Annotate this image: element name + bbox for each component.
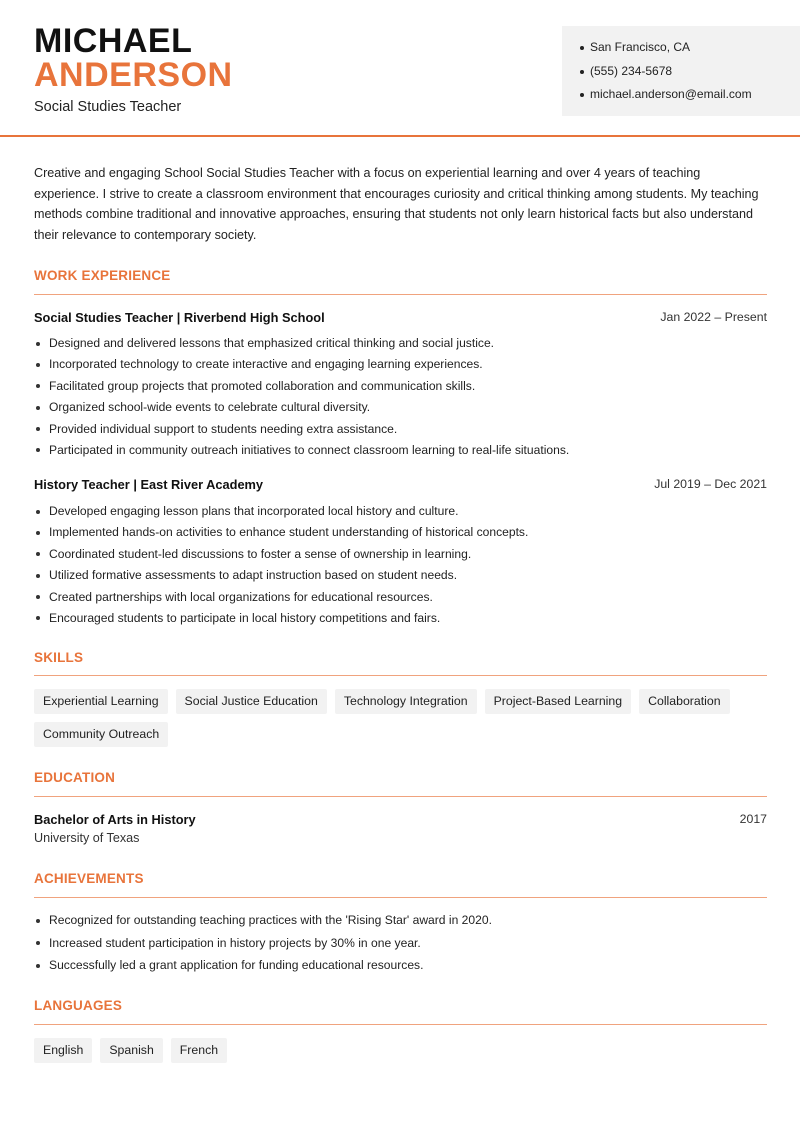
phone-text: (555) 234-5678 — [590, 63, 673, 78]
list-item: Participated in community outreach initiatives to connect classroom learning to real-life situations. — [34, 442, 767, 463]
section-title-achievements: ACHIEVEMENTS — [34, 871, 144, 886]
job-header — [34, 477, 767, 492]
list-item: Successfully led a grant application for funding educational resources. — [34, 957, 767, 980]
list-item: Developed engaging lesson plans that incorporated local history and culture. — [34, 503, 767, 524]
skills-list — [34, 689, 774, 747]
skill-chip: Social Justice Education — [176, 689, 327, 714]
job-bullets — [34, 335, 767, 463]
job-date: Jul 2019 – Dec 2021 — [654, 477, 767, 491]
education-header — [34, 812, 767, 827]
list-item: Facilitated group projects that promoted collaboration and communication skills. — [34, 378, 767, 399]
list-item: Recognized for outstanding teaching practices with the 'Rising Star' award in 2020. — [34, 912, 767, 935]
bullet-icon — [36, 574, 40, 578]
bullet-icon — [36, 964, 40, 968]
list-item: Created partnerships with local organizations for educational resources. — [34, 589, 767, 610]
list-item: Coordinated student-led discussions to foster a sense of ownership in learning. — [34, 546, 767, 567]
list-item: Increased student participation in history projects by 30% in one year. — [34, 935, 767, 958]
contact-location — [580, 39, 800, 63]
graduation-year: 2017 — [739, 812, 767, 826]
bullet-icon — [36, 406, 40, 410]
bullet-icon — [36, 616, 40, 620]
section-divider — [34, 796, 767, 797]
bullet-icon — [36, 342, 40, 346]
degree: Bachelor of Arts in History — [34, 812, 196, 827]
skill-chip: Technology Integration — [335, 689, 477, 714]
section-divider — [34, 1024, 767, 1025]
contact-phone — [580, 63, 800, 87]
job-bullets — [34, 503, 767, 631]
bullet-icon — [580, 46, 584, 50]
contact-email — [580, 86, 800, 110]
language-chip: English — [34, 1038, 92, 1063]
bullet-icon — [36, 552, 40, 556]
last-name: ANDERSON — [34, 56, 233, 94]
first-name: MICHAEL — [34, 22, 193, 60]
job-header — [34, 310, 767, 325]
bullet-icon — [580, 70, 584, 74]
job-date: Jan 2022 – Present — [660, 310, 767, 324]
section-divider — [34, 294, 767, 295]
skill-chip: Community Outreach — [34, 722, 168, 747]
list-item: Incorporated technology to create interactive and engaging learning experiences. — [34, 356, 767, 377]
list-item: Organized school-wide events to celebrate cultural diversity. — [34, 399, 767, 420]
skill-chip: Project-Based Learning — [485, 689, 632, 714]
job-role: History Teacher | East River Academy — [34, 477, 264, 492]
bullet-icon — [36, 448, 40, 452]
languages-list — [34, 1038, 774, 1063]
bullet-icon — [580, 93, 584, 97]
list-item: Provided individual support to students needing extra assistance. — [34, 421, 767, 442]
school-name: University of Texas — [34, 831, 140, 845]
location-text: San Francisco, CA — [590, 40, 691, 54]
resume-header — [0, 0, 800, 137]
contact-box — [562, 26, 800, 116]
skill-chip: Experiential Learning — [34, 689, 168, 714]
email-text: michael.anderson@email.com — [590, 87, 752, 101]
bullet-icon — [36, 919, 40, 923]
bullet-icon — [36, 531, 40, 535]
bullet-icon — [36, 595, 40, 599]
bullet-icon — [36, 427, 40, 431]
list-item: Implemented hands-on activities to enhance student understanding of historical concepts. — [34, 524, 767, 545]
list-item: Utilized formative assessments to adapt instruction based on student needs. — [34, 567, 767, 588]
language-chip: Spanish — [100, 1038, 162, 1063]
skill-chip: Collaboration — [639, 689, 729, 714]
bullet-icon — [36, 363, 40, 367]
list-item: Encouraged students to participate in local history competitions and fairs. — [34, 610, 767, 631]
section-title-education: EDUCATION — [34, 770, 116, 785]
section-divider — [34, 675, 767, 676]
section-divider — [34, 897, 767, 898]
job-role: Social Studies Teacher | Riverbend High School — [34, 310, 325, 325]
section-title-languages: LANGUAGES — [34, 998, 123, 1013]
bullet-icon — [36, 384, 40, 388]
list-item: Designed and delivered lessons that emphasized critical thinking and social justice. — [34, 335, 767, 356]
bullet-icon — [36, 510, 40, 514]
language-chip: French — [171, 1038, 227, 1063]
job-title: Social Studies Teacher — [34, 99, 182, 115]
bullet-icon — [36, 941, 40, 945]
section-title-work: WORK EXPERIENCE — [34, 268, 171, 283]
section-title-skills: SKILLS — [34, 650, 84, 665]
summary-paragraph: Creative and engaging School Social Studies Teacher with a focus on experiential learning and over 4 years of teaching experience. I strive to create a classroom environment that encourages curiosity and critical thinking among students. My teaching methods combine traditional and innovative approaches, ensuring that students not only learn historical facts but also understand their relevance to contemporary society. — [34, 166, 759, 243]
achievements-list — [34, 912, 767, 980]
